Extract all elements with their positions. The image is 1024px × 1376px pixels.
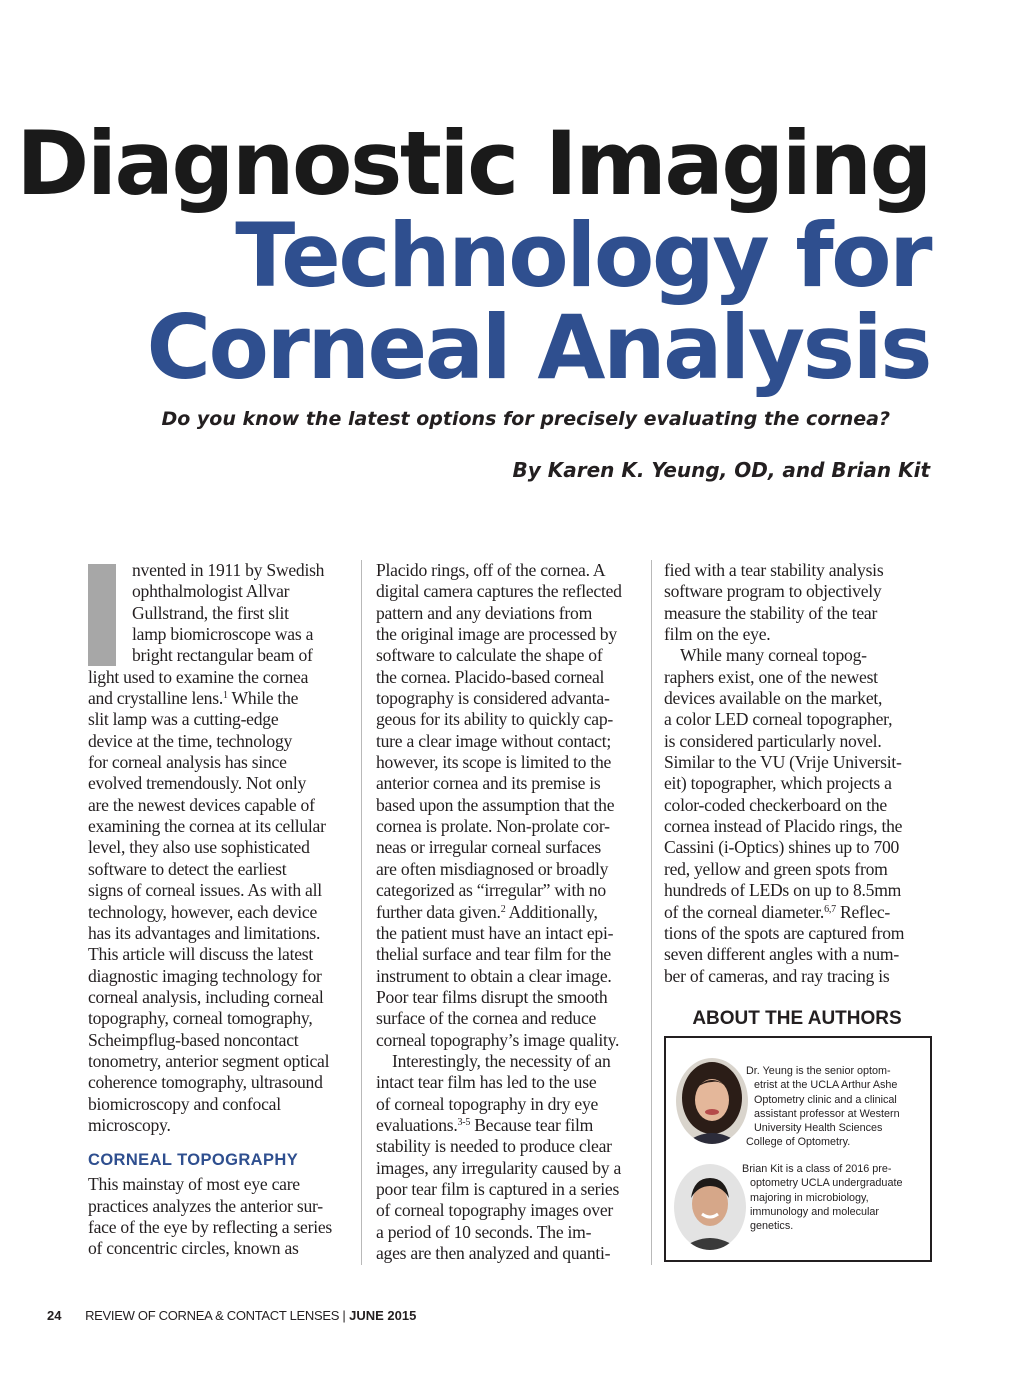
author-bio-kit [742, 1162, 902, 1233]
text-line: for corneal analysis has since [88, 752, 287, 773]
title-line-3: Corneal Analysis [146, 296, 930, 399]
text-line: level, they also use sophisticated [88, 837, 310, 858]
text-line: software to calculate the shape of [376, 645, 603, 666]
text-line: technology, however, each device [88, 901, 318, 922]
text-line: images, any irregularity caused by a [376, 1157, 622, 1178]
text-line: light used to examine the cornea [88, 666, 309, 687]
text-line: poor tear film is captured in a series [376, 1178, 620, 1199]
text-line: Poor tear films disrupt the smooth [376, 986, 608, 1007]
citation-ref: 3-5 [457, 1116, 471, 1128]
text-line: of the corneal diameter.$^{6,7}$ Reflec- [664, 901, 891, 922]
text-line: stability is needed to produce clear [376, 1136, 612, 1157]
text-line: and crystalline lens.$^1$ While the [88, 688, 299, 709]
text-line: coherence tomography, ultrasound [88, 1072, 323, 1093]
citation-ref: 2 [500, 903, 506, 915]
text-line: is considered particularly novel. [664, 730, 882, 751]
title-line-2: Technology for [235, 204, 930, 307]
text-line: seven different angles with a num- [664, 944, 899, 965]
text-line: This article will discuss the latest [88, 944, 314, 965]
about-authors-box [664, 1036, 932, 1262]
page-number: 24 [47, 1308, 62, 1323]
text-line: Similar to the VU (Vrije Universit- [664, 752, 902, 773]
text-line: eit) topographer, which projects a [664, 773, 892, 794]
bio-line: Dr. Yeung is the senior optom- [746, 1065, 891, 1077]
drop-cap [88, 564, 116, 666]
text-line: microscopy. [88, 1114, 171, 1135]
text-line: evolved tremendously. Not only [88, 773, 307, 794]
text-line: ages are then analyzed and quanti- [376, 1243, 611, 1263]
text-line: nvented in 1911 by Swedish [132, 560, 325, 580]
article-column-3 [664, 560, 934, 987]
text-line: software program to objectively [664, 581, 882, 602]
text-line: topography, corneal tomography, [88, 1008, 313, 1029]
text-line: corneal analysis, including corneal [88, 986, 324, 1007]
text-line: corneal topography’s image quality. [376, 1029, 620, 1050]
text-line: device at the time, technology [88, 730, 293, 751]
text-line: Gullstrand, the first slit [132, 602, 289, 623]
text-line: neas or irregular corneal surfaces [376, 837, 601, 858]
text-line: instrument to obtain a clear image. [376, 965, 612, 986]
text-line: surface of the cornea and reduce [376, 1008, 597, 1029]
bio-line: immunology and molecular [750, 1205, 880, 1218]
text-line: examining the cornea at its cellular [88, 816, 326, 837]
text-line: lamp biomicroscope was a [132, 624, 314, 645]
text-line: cornea instead of Placido rings, the [664, 816, 903, 837]
bio-line: assistant professor at Western [754, 1107, 900, 1120]
text-line: signs of corneal issues. As with all [88, 880, 322, 901]
bio-line: Optometry clinic and a clinical [754, 1093, 897, 1106]
text-line: devices available on the market, [664, 688, 883, 709]
article-column-1 [88, 560, 350, 1260]
text-line: intact tear film has led to the use [376, 1072, 597, 1093]
text-line: pattern and any deviations from [376, 602, 593, 623]
citation-ref: 1 [222, 690, 228, 702]
text-line: diagnostic imaging technology for [88, 965, 322, 986]
text-line: hundreds of LEDs on up to 8.5mm [664, 880, 902, 901]
text-line: ber of cameras, and ray tracing is [664, 965, 890, 986]
text-line: anterior cornea and its premise is [376, 773, 601, 794]
publication-name: REVIEW OF CORNEA & CONTACT LENSES | [85, 1308, 346, 1323]
text-line: practices analyzes the anterior sur- [88, 1195, 323, 1216]
text-line: biomicroscopy and confocal [88, 1093, 281, 1114]
text-line: While many corneal topog- [680, 645, 867, 666]
author-photo-kit [674, 1164, 746, 1250]
citation-ref: 6,7 [824, 903, 836, 915]
text-line: raphers exist, one of the newest [664, 666, 878, 687]
text-line: are often misdiagnosed or broadly [376, 858, 609, 879]
text-line: cornea is prolate. Non-prolate cor- [376, 816, 610, 837]
text-line: a color LED corneal topographer, [664, 709, 893, 730]
title-line-1: Diagnostic Imaging [16, 112, 930, 215]
section-heading-corneal-topography: CORNEAL TOPOGRAPHY [88, 1151, 299, 1170]
text-line: geous for its ability to quickly cap- [376, 709, 614, 730]
text-line: thelial surface and tear film for the [376, 944, 611, 965]
text-line: ture a clear image without contact; [376, 730, 612, 751]
text-line: slit lamp was a cutting-edge [88, 709, 279, 730]
text-line: evaluations.$^{3-5}$ Because tear film [376, 1114, 594, 1135]
article-column-2 [376, 560, 644, 1264]
column-divider-2 [651, 560, 652, 1265]
text-line: Placido rings, off of the cornea. A [376, 560, 606, 580]
bio-line: optometry UCLA undergraduate [750, 1177, 903, 1190]
bio-line: University Health Sciences [754, 1122, 883, 1135]
text-line: tions of the spots are captured from [664, 922, 905, 943]
text-line: tonometry, anterior segment optical [88, 1050, 330, 1071]
author-bio-yeung [746, 1064, 900, 1150]
author-photo-yeung [676, 1058, 748, 1144]
text-line: Scheimpflug-based noncontact [88, 1029, 299, 1050]
text-line: topography is considered advanta- [376, 688, 610, 709]
text-line: color-coded checkerboard on the [664, 794, 887, 815]
bio-line: etrist at the UCLA Arthur Ashe [754, 1079, 898, 1092]
text-line: digital camera captures the reflected [376, 581, 622, 602]
text-line: measure the stability of the tear [664, 602, 878, 623]
article-title [0, 112, 930, 399]
text-line: of corneal topography in dry eye [376, 1093, 599, 1114]
text-line: the original image are processed by [376, 624, 617, 645]
text-line: further data given.$^2$ Additionally, [376, 901, 598, 922]
bio-line: Brian Kit is a class of 2016 pre- [742, 1163, 892, 1175]
about-authors-heading: ABOUT THE AUTHORS [692, 1008, 902, 1029]
bio-line: majoring in microbiology, [750, 1191, 869, 1204]
text-line: has its advantages and limitations. [88, 922, 321, 943]
text-line: categorized as “irregular” with no [376, 880, 606, 901]
text-line: however, its scope is limited to the [376, 752, 612, 773]
text-line: software to detect the earliest [88, 858, 287, 879]
text-line: based upon the assumption that the [376, 794, 615, 815]
text-line: of concentric circles, known as [88, 1238, 299, 1259]
text-line: face of the eye by reflecting a series [88, 1216, 333, 1237]
text-line: the patient must have an intact epi- [376, 922, 614, 943]
text-line: red, yellow and green spots from [664, 858, 888, 879]
text-line: film on the eye. [664, 624, 771, 645]
text-line: fied with a tear stability analysis [664, 560, 884, 580]
text-line: ophthalmologist Allvar [132, 581, 290, 602]
text-line: the cornea. Placido-based corneal [376, 666, 605, 687]
text-line: Interestingly, the necessity of an [392, 1050, 611, 1071]
text-line: bright rectangular beam of [132, 645, 313, 666]
bio-line: genetics. [750, 1220, 794, 1233]
text-line: a period of 10 seconds. The im- [376, 1221, 592, 1242]
article-byline: By Karen K. Yeung, OD, and Brian Kit [512, 458, 930, 482]
text-line: of corneal topography images over [376, 1200, 613, 1221]
text-line: Cassini (i-Optics) shines up to 700 [664, 837, 900, 858]
page-footer [47, 1308, 416, 1323]
column-divider-1 [361, 560, 362, 1265]
text-line: This mainstay of most eye care [88, 1174, 300, 1195]
text-line: are the newest devices capable of [88, 794, 315, 815]
article-subtitle: Do you know the latest options for precisely evaluating the cornea? [161, 408, 890, 430]
bio-line: College of Optometry. [746, 1136, 851, 1149]
issue-date: JUNE 2015 [349, 1308, 417, 1323]
